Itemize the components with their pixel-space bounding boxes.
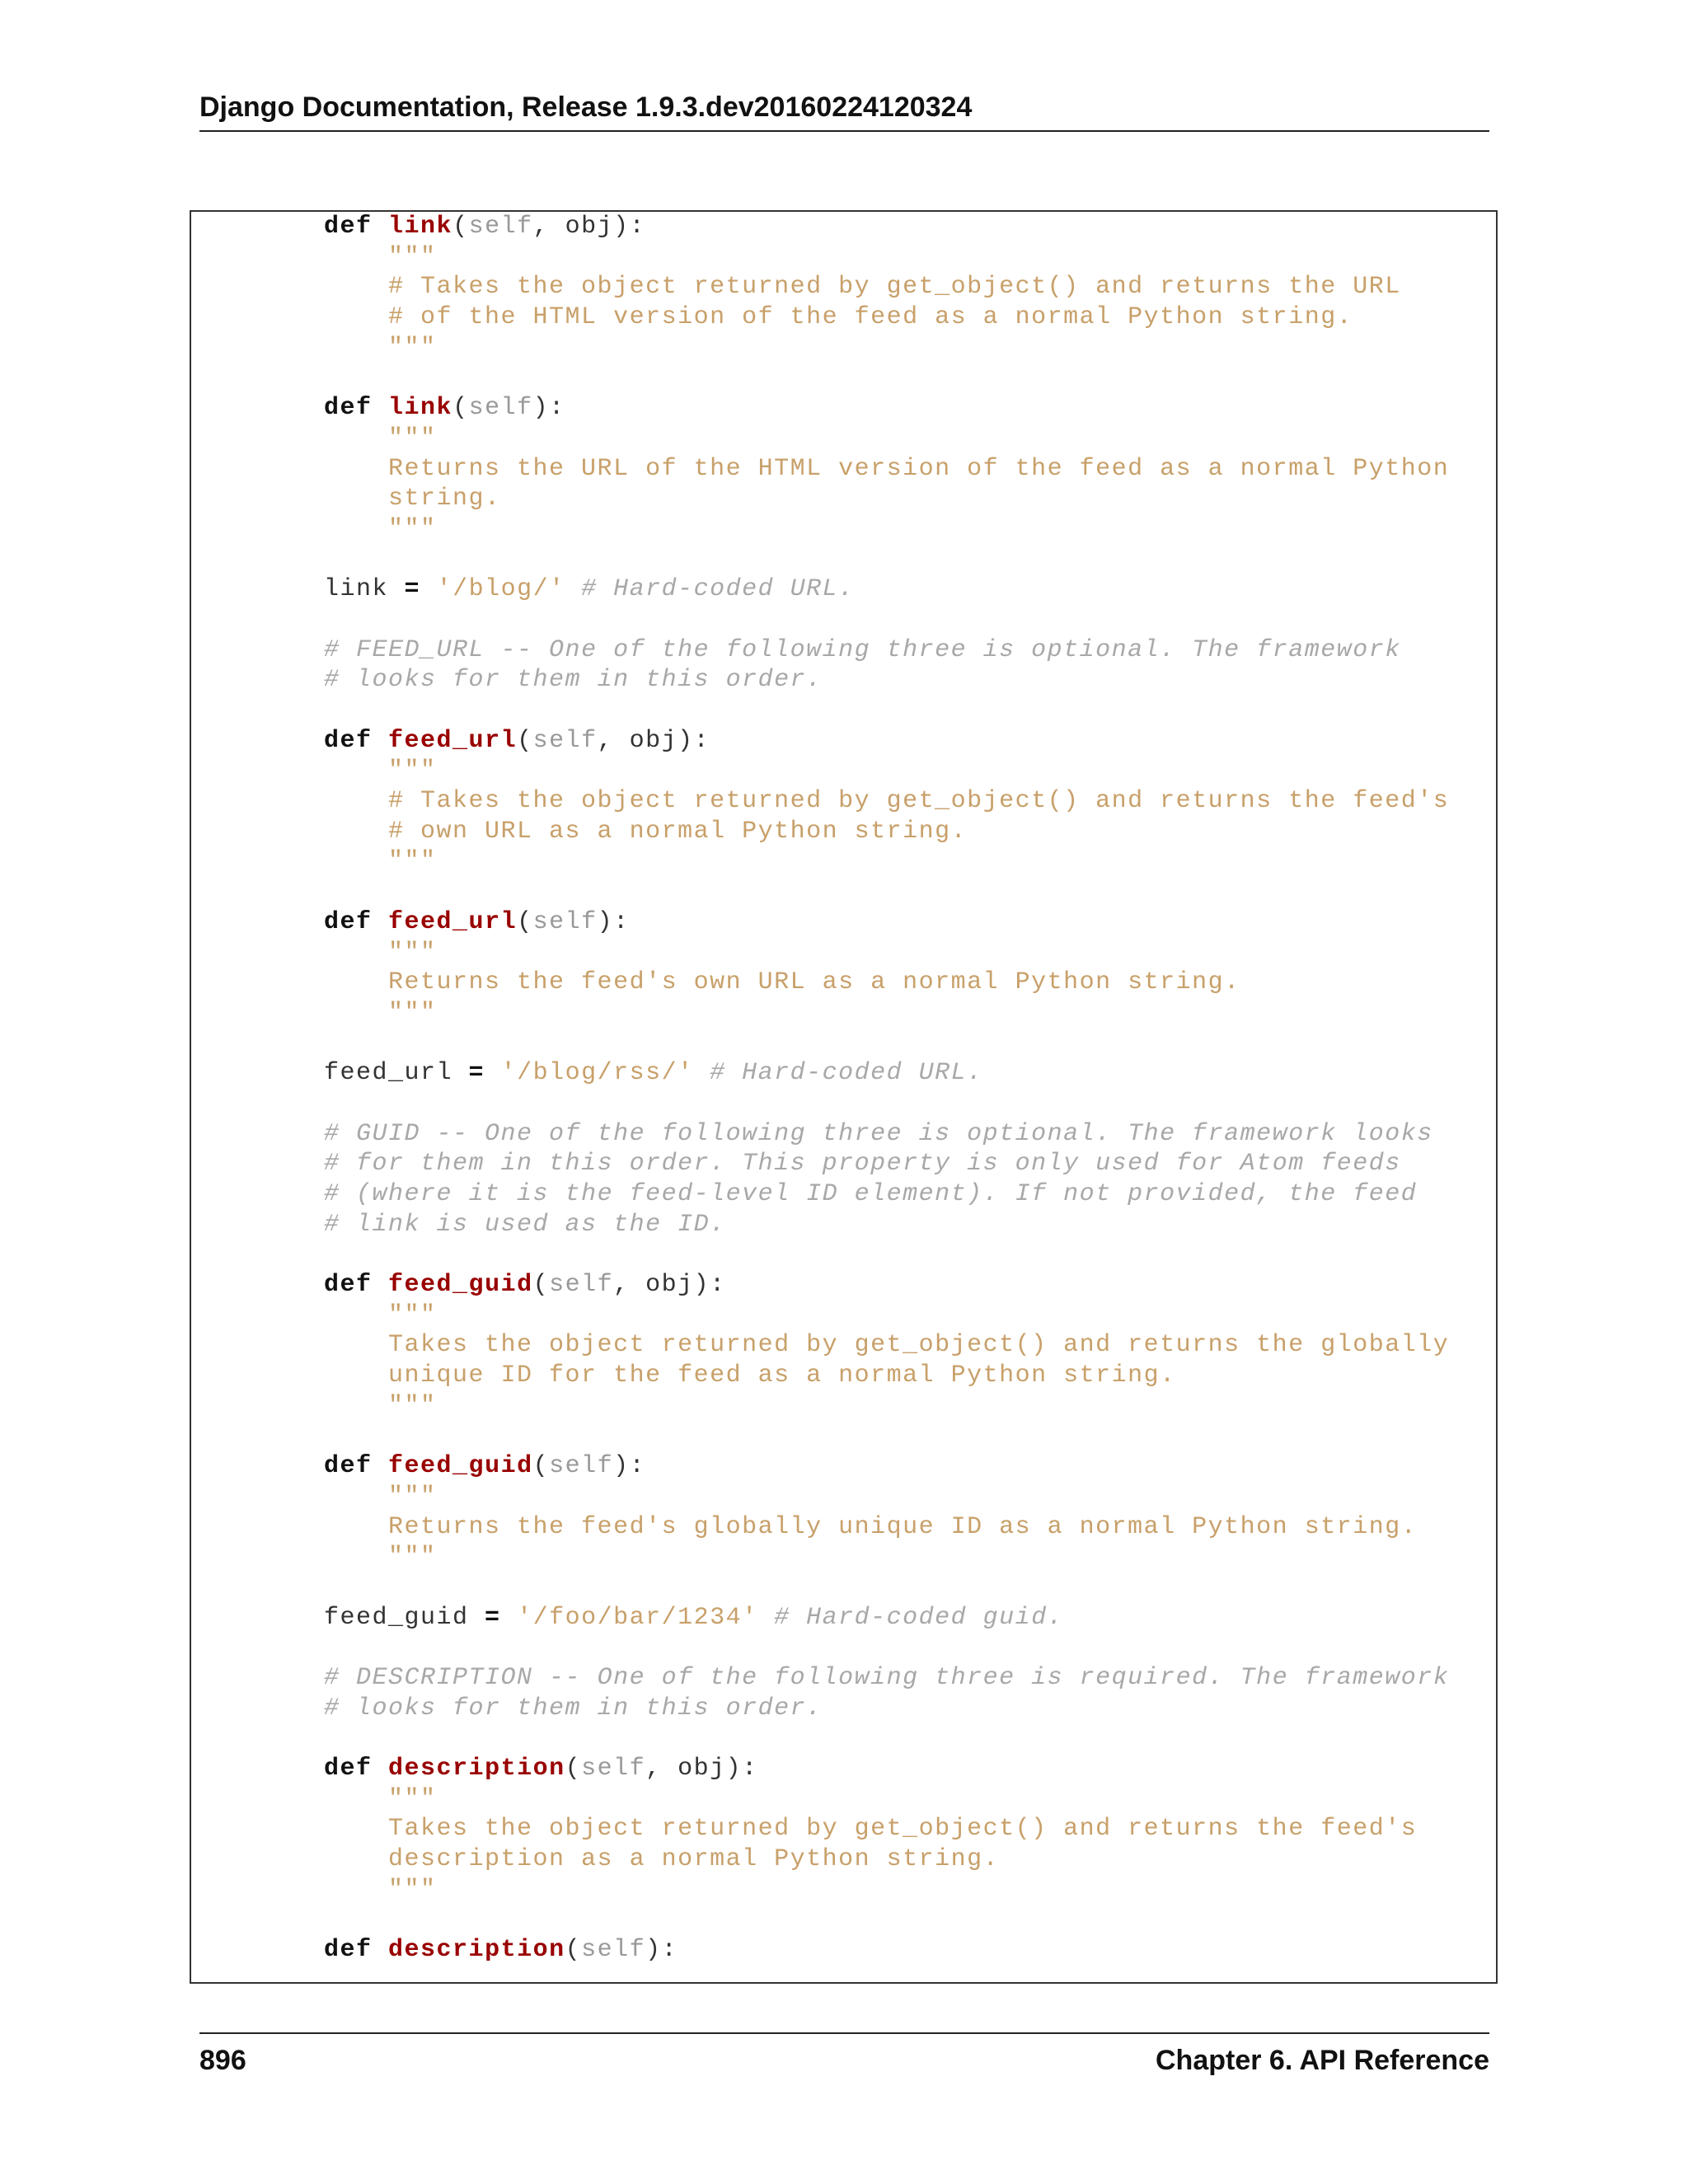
code-line bbox=[260, 786, 1449, 817]
code-line bbox=[260, 272, 1449, 302]
code-token bbox=[260, 1150, 324, 1178]
code-token: def bbox=[324, 1452, 373, 1481]
code-line bbox=[260, 1179, 1449, 1210]
code-token: ): bbox=[597, 907, 630, 936]
code-token: description bbox=[388, 1936, 565, 1965]
code-token: ): bbox=[613, 1452, 646, 1481]
code-line bbox=[260, 424, 1449, 454]
code-line bbox=[260, 484, 1449, 514]
code-token: # (where it is the feed-level ID element). If not provided, the feed bbox=[324, 1180, 1418, 1208]
code-token: """ bbox=[260, 1482, 437, 1511]
code-line bbox=[260, 1905, 1449, 1936]
code-token: # of the HTML version of the feed as a normal Python string. bbox=[260, 303, 1353, 332]
code-token: # looks for them in this order. bbox=[324, 1694, 823, 1722]
code-token: """ bbox=[260, 847, 437, 876]
code-token: def bbox=[324, 907, 373, 936]
code-token bbox=[260, 1120, 324, 1148]
code-line bbox=[260, 938, 1449, 968]
code-token: # looks for them in this order. bbox=[324, 666, 823, 695]
code-token: ( bbox=[565, 1755, 582, 1783]
code-line bbox=[260, 1723, 1449, 1754]
code-token: , obj): bbox=[645, 1755, 758, 1783]
code-line bbox=[260, 817, 1449, 847]
code-token bbox=[373, 1271, 389, 1299]
code-token: = bbox=[468, 1059, 485, 1088]
code-token: # Hard-coded guid. bbox=[774, 1603, 1064, 1632]
code-token: string. bbox=[260, 485, 501, 513]
page-header bbox=[199, 89, 1489, 132]
code-line bbox=[260, 574, 1449, 605]
code-token: Takes the object returned by get_object() and returns the feed's bbox=[260, 1815, 1418, 1844]
code-token: '/blog/rss/' bbox=[500, 1059, 694, 1088]
code-token bbox=[260, 1694, 324, 1722]
code-token: # link is used as the ID. bbox=[324, 1210, 726, 1239]
code-token: def bbox=[324, 1271, 373, 1300]
code-token: # Hard-coded URL. bbox=[710, 1059, 983, 1088]
code-token bbox=[260, 1755, 324, 1783]
code-token: feed_url bbox=[260, 1059, 469, 1088]
code-line bbox=[260, 1542, 1449, 1572]
code-token: """ bbox=[260, 424, 437, 452]
code-line bbox=[260, 212, 1449, 242]
code-token: """ bbox=[260, 514, 437, 543]
code-token: # Takes the object returned by get_object() and returns the feed's bbox=[260, 787, 1450, 816]
code-token bbox=[260, 1664, 324, 1692]
code-line bbox=[260, 998, 1449, 1029]
code-token: def bbox=[324, 394, 373, 423]
code-line bbox=[260, 696, 1449, 726]
code-token: ( bbox=[565, 1936, 582, 1965]
code-line bbox=[260, 665, 1449, 696]
code-token: , obj): bbox=[613, 1271, 726, 1300]
code-line bbox=[260, 968, 1449, 998]
code-line bbox=[260, 302, 1449, 333]
code-lines bbox=[260, 212, 1449, 1966]
code-token: self bbox=[468, 394, 533, 423]
code-token bbox=[260, 1452, 324, 1480]
code-line bbox=[260, 1663, 1449, 1694]
code-token: feed_guid bbox=[260, 1603, 485, 1632]
code-token: # FEED_URL -- One of the following three is optional. The framework bbox=[324, 635, 1401, 664]
code-token bbox=[373, 1936, 389, 1964]
code-token: Takes the object returned by get_object() and returns the globally bbox=[260, 1331, 1450, 1360]
code-token: description bbox=[388, 1755, 565, 1783]
code-token: link bbox=[388, 213, 453, 241]
code-token: , obj): bbox=[532, 213, 646, 241]
code-token bbox=[373, 1452, 389, 1480]
code-token: description as a normal Python string. bbox=[260, 1845, 1000, 1874]
code-token: # GUID -- One of the following three is optional. The framework looks bbox=[324, 1119, 1433, 1148]
code-line bbox=[260, 454, 1449, 485]
code-token: self bbox=[549, 1271, 614, 1300]
code-token: """ bbox=[260, 1784, 437, 1813]
code-line bbox=[260, 846, 1449, 877]
code-token: , obj): bbox=[597, 726, 710, 755]
code-line bbox=[260, 1482, 1449, 1512]
code-token: # own URL as a normal Python string. bbox=[260, 817, 968, 846]
code-token: """ bbox=[260, 333, 437, 362]
code-token bbox=[485, 1059, 501, 1087]
code-token: """ bbox=[260, 242, 437, 271]
code-line bbox=[260, 1119, 1449, 1150]
code-token bbox=[260, 1936, 324, 1964]
code-token: feed_guid bbox=[388, 1452, 533, 1481]
code-token: feed_guid bbox=[388, 1271, 533, 1300]
code-token: self bbox=[549, 1452, 614, 1481]
code-token: Returns the feed's own URL as a normal Python string. bbox=[260, 968, 1240, 997]
code-token: """ bbox=[260, 757, 437, 785]
code-token bbox=[260, 1180, 324, 1208]
code-line bbox=[260, 514, 1449, 545]
code-token: def bbox=[324, 1755, 373, 1783]
code-token: link bbox=[260, 575, 405, 604]
code-token bbox=[260, 394, 324, 422]
code-token: = bbox=[485, 1603, 501, 1632]
code-token: ( bbox=[532, 1271, 550, 1300]
code-token: ( bbox=[517, 907, 533, 936]
code-token bbox=[260, 727, 324, 755]
code-token bbox=[260, 666, 324, 694]
code-token: self bbox=[581, 1755, 646, 1783]
code-line bbox=[260, 1814, 1449, 1844]
code-token bbox=[373, 213, 389, 241]
code-token bbox=[501, 1604, 518, 1632]
code-token bbox=[260, 1211, 324, 1239]
code-token: = bbox=[404, 575, 421, 604]
code-line bbox=[260, 1391, 1449, 1422]
code-line bbox=[260, 1058, 1449, 1089]
code-token: self bbox=[468, 213, 533, 241]
code-line bbox=[260, 1572, 1449, 1603]
code-token bbox=[373, 1755, 389, 1783]
code-line bbox=[260, 756, 1449, 786]
code-block bbox=[190, 210, 1498, 1984]
code-line bbox=[260, 1089, 1449, 1119]
code-line bbox=[260, 635, 1449, 666]
code-token: # DESCRIPTION -- One of the following three is required. The framework bbox=[324, 1664, 1450, 1692]
code-line bbox=[260, 1330, 1449, 1361]
code-token bbox=[694, 1059, 710, 1087]
code-token bbox=[260, 1271, 324, 1299]
code-line bbox=[260, 1451, 1449, 1482]
code-line bbox=[260, 242, 1449, 273]
code-token: self bbox=[532, 726, 598, 755]
code-token bbox=[260, 908, 324, 936]
code-line bbox=[260, 1512, 1449, 1543]
code-token: ( bbox=[532, 1452, 550, 1481]
code-token: Returns the feed's globally unique ID as a normal Python string. bbox=[260, 1512, 1418, 1541]
code-line bbox=[260, 1422, 1449, 1452]
code-line bbox=[260, 1149, 1449, 1179]
code-token: """ bbox=[260, 1391, 437, 1420]
page-number: 896 bbox=[199, 2045, 246, 2076]
code-line bbox=[260, 1301, 1449, 1331]
code-line bbox=[260, 393, 1449, 424]
code-line bbox=[260, 1633, 1449, 1663]
code-token bbox=[565, 575, 582, 603]
code-token: """ bbox=[260, 938, 437, 967]
code-line bbox=[260, 1603, 1449, 1633]
code-token: feed_url bbox=[388, 726, 518, 755]
code-line bbox=[260, 1935, 1449, 1966]
code-token bbox=[373, 908, 389, 936]
code-line bbox=[260, 1361, 1449, 1391]
code-token: # Takes the object returned by get_object() and returns the URL bbox=[260, 273, 1401, 302]
code-token bbox=[373, 727, 389, 755]
code-token: Returns the URL of the HTML version of the feed as a normal Python bbox=[260, 454, 1450, 483]
page-footer bbox=[199, 2032, 1489, 2079]
code-token bbox=[260, 213, 324, 241]
code-token: ): bbox=[532, 394, 565, 423]
code-token: ( bbox=[452, 213, 469, 241]
code-line bbox=[260, 1240, 1449, 1270]
code-token: def bbox=[324, 1936, 373, 1965]
code-line bbox=[260, 333, 1449, 363]
code-token: # Hard-coded URL. bbox=[581, 575, 855, 604]
code-token: self bbox=[532, 907, 598, 936]
code-line bbox=[260, 877, 1449, 907]
code-token: feed_url bbox=[388, 907, 518, 936]
code-line bbox=[260, 1875, 1449, 1905]
code-line bbox=[260, 605, 1449, 635]
code-line bbox=[260, 1029, 1449, 1059]
code-token: def bbox=[324, 213, 373, 241]
code-token: ( bbox=[517, 726, 533, 755]
code-line bbox=[260, 363, 1449, 393]
code-line bbox=[260, 1694, 1449, 1724]
code-token: """ bbox=[260, 1875, 437, 1904]
code-token: """ bbox=[260, 998, 437, 1027]
code-line bbox=[260, 1784, 1449, 1815]
code-token bbox=[420, 575, 437, 603]
code-token: '/foo/bar/1234' bbox=[517, 1603, 758, 1632]
code-line bbox=[260, 726, 1449, 757]
code-token: ): bbox=[645, 1936, 678, 1965]
code-token: unique ID for the feed as a normal Python string. bbox=[260, 1361, 1176, 1390]
code-line bbox=[260, 1270, 1449, 1301]
code-line bbox=[260, 545, 1449, 575]
document-title: Django Documentation, Release 1.9.3.dev20160224120324 bbox=[199, 91, 973, 123]
code-token: ( bbox=[452, 394, 469, 423]
code-token bbox=[373, 394, 389, 422]
code-token bbox=[758, 1604, 775, 1632]
code-line bbox=[260, 907, 1449, 938]
code-token: '/blog/' bbox=[436, 575, 565, 604]
code-line bbox=[260, 1210, 1449, 1240]
code-token: self bbox=[581, 1936, 646, 1965]
code-token: def bbox=[324, 726, 373, 755]
code-line bbox=[260, 1844, 1449, 1875]
code-token: # for them in this order. This property is only used for Atom feeds bbox=[324, 1150, 1401, 1179]
code-line bbox=[260, 1754, 1449, 1784]
code-token bbox=[260, 636, 324, 664]
code-token: """ bbox=[260, 1543, 437, 1572]
code-token: """ bbox=[260, 1301, 437, 1329]
chapter-title: Chapter 6. API Reference bbox=[1156, 2045, 1489, 2076]
code-token: link bbox=[388, 394, 453, 423]
